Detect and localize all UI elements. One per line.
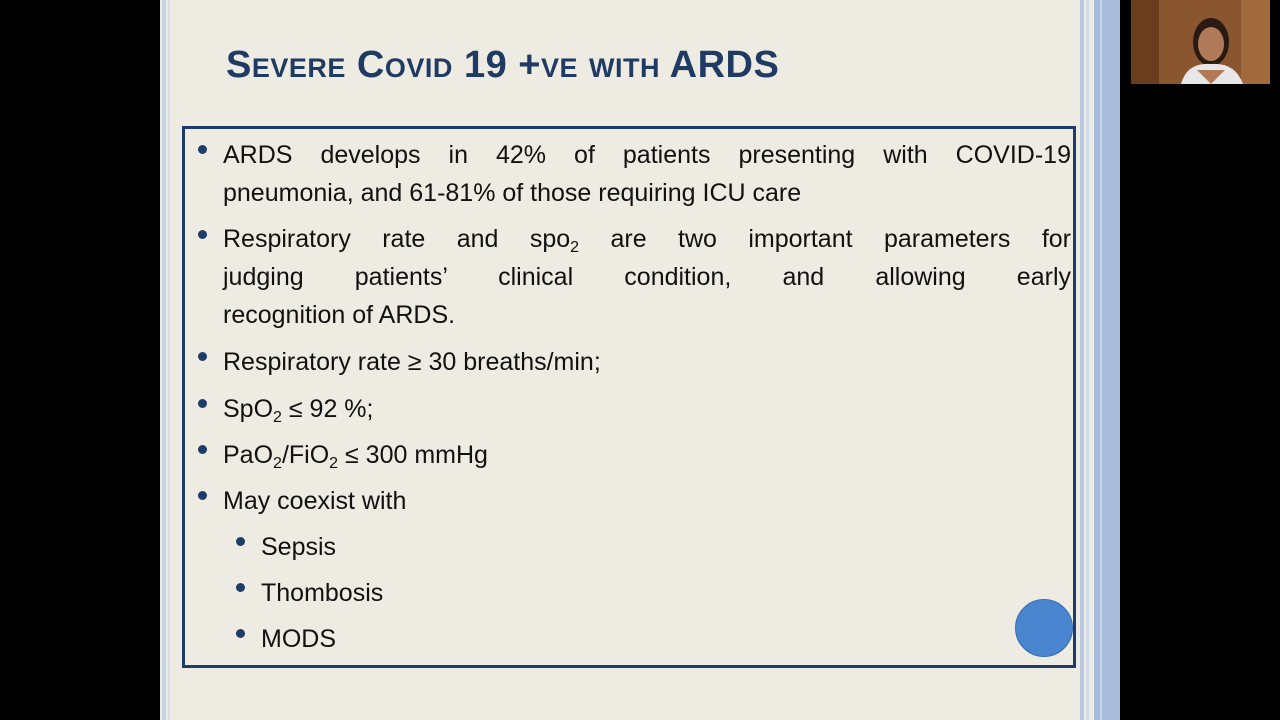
subscript: 2 [273, 455, 282, 472]
sub-bullet-mods [261, 620, 861, 658]
slide-title: Severe Covid 19 +ve with ARDS [226, 44, 780, 86]
sub-bullet-dot [236, 583, 245, 592]
bullet-text: SpO [223, 395, 274, 423]
bullet-text: May coexist with [223, 487, 407, 515]
bullet-text: judging patients’ clinical condition, and allowing early [223, 263, 1071, 291]
bullet-respiratory-rate [223, 343, 1071, 381]
left-decorative-stripe [162, 0, 166, 720]
bullet-text: PaO [223, 441, 274, 469]
subscript: 2 [570, 239, 580, 256]
sub-bullet-text: Sepsis [261, 533, 337, 561]
right-band-line [1100, 0, 1102, 720]
bullet-pao2-fio2 [223, 436, 1071, 474]
bullet-dot [198, 230, 207, 239]
bullet-text: recognition of ARDS. [223, 301, 456, 329]
bullet-coexist [223, 482, 1071, 520]
sub-bullet-text: MODS [261, 625, 336, 653]
webcam-presenter-thumbnail [1131, 0, 1270, 84]
sub-bullet-dot [236, 537, 245, 546]
slide-circle-button[interactable] [1015, 599, 1073, 657]
bullet-dot [198, 145, 207, 154]
bullet-text: ARDS develops in 42% of patients presenting with COVID-19 [223, 141, 1071, 169]
bullet-text: ≤ 92 %; [281, 395, 374, 423]
bullet-text: Respiratory rate ≥ 30 breaths/min; [223, 348, 601, 376]
bullet-text: /FiO [281, 441, 330, 469]
bullet-ards-incidence [223, 136, 1071, 212]
right-decorative-band [1094, 0, 1120, 720]
bullet-text: pneumonia, and 61-81% of those requiring ICU care [223, 179, 802, 207]
bullet-spo2 [223, 390, 1071, 428]
bullet-dot [198, 352, 207, 361]
left-decorative-stripe-thin [168, 0, 170, 720]
sub-bullet-sepsis [261, 528, 861, 566]
bullet-text-line [223, 220, 1071, 258]
bullet-text: are two important parameters for [579, 225, 1071, 253]
bullet-text-line [223, 436, 1071, 474]
sub-bullet-text: Thombosis [261, 579, 384, 607]
bullet-text: ≤ 300 mmHg [338, 441, 488, 469]
bullet-text-line [223, 390, 1071, 428]
bullet-dot [198, 445, 207, 454]
sub-bullet-thrombosis [261, 574, 861, 612]
subscript: 2 [329, 455, 339, 472]
presenter-image [1131, 0, 1270, 84]
subscript: 2 [273, 409, 282, 426]
bullet-text: Respiratory rate and spo [223, 225, 571, 253]
bullet-parameters [223, 220, 1071, 334]
bullet-dot [198, 491, 207, 500]
slide [160, 0, 1120, 720]
bullet-dot [198, 399, 207, 408]
sub-bullet-dot [236, 629, 245, 638]
right-decorative-stripe [1080, 0, 1084, 720]
right-decorative-stripe-thin [1086, 0, 1089, 720]
content-box [182, 126, 1076, 668]
